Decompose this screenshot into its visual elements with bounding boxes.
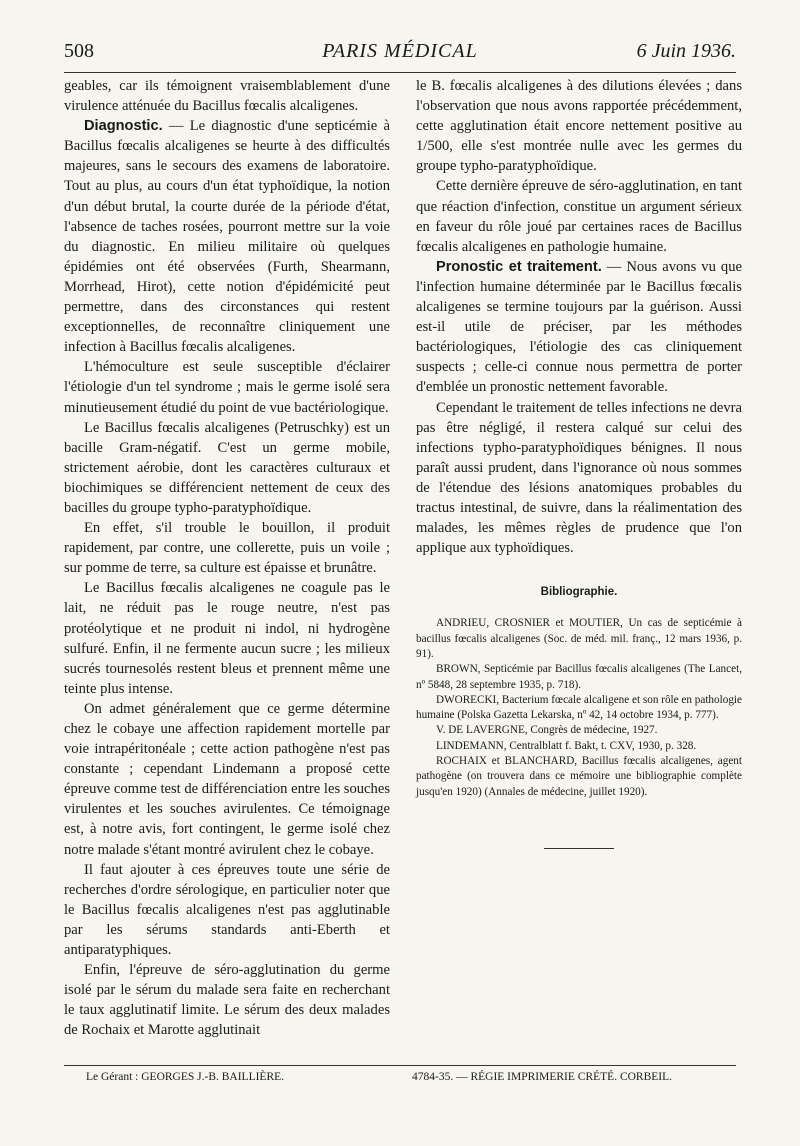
paragraph-diagnostic: Diagnostic. — Le diagnostic d'une septicémie à Bacillus fœcalis alcaligenes se heurte à des difficultés majeures, sans le secours des examens de laboratoire. Tout au plus, au cours d'un état typhoïdique, la notion d'un début brutal, la courte durée de la période d'état, l'absence de taches rosées, pourront mettre sur la voie du diagnostic. En milieu militaire où quelques épidémies ont été observées (Furth, Shearmann, Morrhead, Hirot), cette notion d'épidémicité peut permettre, dans des circonstances qui restent exceptionnelles, de reconnaître cliniquement une infection à Bacillus fœcalis alcaligenes. xyxy=(64,118,390,356)
paragraph: Cette dernière épreuve de séro-agglutination, en tant que réaction d'infection, constitue un argument sérieux en faveur du rôle joué par certaines races de Bacillus fœcalis alcaligenes en pathologie humaine. xyxy=(416,178,742,255)
paragraph: En effet, s'il trouble le bouillon, il produit rapidement, par contre, une collerette, puis un voile ; sur pomme de terre, sa culture est épaisse et brunâtre. xyxy=(64,520,390,577)
paragraph: Enfin, l'épreuve de séro-agglutination du germe isolé par le sérum du malade sera faite en recherchant le taux agglutinatif limite. Le sérum des deux malades de Rochaix et Marotte agglutinait xyxy=(64,962,390,1039)
header-rule xyxy=(64,72,736,73)
paragraph: Il faut ajouter à ces épreuves toute une série de recherches d'ordre sérologique, en particulier noter que le Bacillus fœcalis alcaligenes n'est pas agglutinable par les sérums standards anti-Eberth et antiparatyphiques. xyxy=(64,861,390,959)
paragraph: geables, car ils témoignent vraisemblablement d'une virulence atténuée du Bacillus fœcalis alcaligenes. xyxy=(64,78,390,115)
bibliography-entry: LINDEMANN, Centralblatt f. Bakt, t. CXV, 1930, p. 328. xyxy=(436,739,697,752)
left-column xyxy=(64,76,390,1041)
page-footer xyxy=(64,1071,736,1091)
journal-title: PARIS MÉDICAL xyxy=(322,40,478,62)
paragraph: On admet généralement que ce germe détermine chez le cobaye une affection rapidement mortelle par voie intrapéritonéale ; cette action pathogène n'est pas constante ; cependant Lindemann a proposé cette épreuve comme test de différenciation entre les souches virulentes et les souches avirulentes. Ce témoignage est, à notre avis, fort contingent, le germe isolé chez notre malade s'étant montré avirulent chez le cobaye. xyxy=(64,700,390,858)
footer-printer: 4784-35. — RÉGIE IMPRIMERIE CRÉTÉ. CORBEIL. xyxy=(412,1071,673,1083)
right-column xyxy=(416,76,742,849)
bibliography-entry: ROCHAIX et BLANCHARD, Bacillus fœcalis alcaligenes, agent pathogène (on trouvera dans ce mémoire une bibliographie complète jusqu'en 1920) (Annales de médecine, juillet 1920). xyxy=(416,755,742,798)
paragraph: Le Bacillus fœcalis alcaligenes (Petruschky) est un bacille Gram-négatif. C'est un germe mobile, strictement aérobie, dont les caractères culturaux et biochimiques se différencient nettement de ceux des bacilles du groupe typho-paratyphoïdique. xyxy=(64,419,390,516)
section-divider xyxy=(544,848,614,849)
page-number: 508 xyxy=(64,40,94,62)
paragraph: Le Bacillus fœcalis alcaligenes ne coagule pas le lait, ne réduit pas le rouge neutre, n'est pas protéolytique et ne produit ni indol, ni hydrogène sulfuré. Enfin, il ne fermente aucun sucre ; les milieux sucrés tournesolés restent bleus et prennent même une teinte plus intense. xyxy=(64,580,390,697)
paragraph-pronostic: Pronostic et traitement. — Nous avons vu que l'infection humaine déterminée par le Bacillus fœcalis alcaligenes se termine toujours par la guérison. Aussi est-il utile de préciser, par les méthodes bactériologiques, l'étiologie des cas cliniquement suspects ; celle-ci connue nous permettra de porter d'emblée un pronostic nettement favorable. xyxy=(416,258,742,396)
issue-date: 6 Juin 1936. xyxy=(636,40,736,62)
paragraph: L'hémoculture est seule susceptible d'éclairer l'étiologie d'un tel syndrome ; mais le germe isolé sera minutieusement étudié du point de vue bactériologique. xyxy=(64,359,390,416)
bibliography-entry: ANDRIEU, CROSNIER et MOUTIER, Un cas de septicémie à bacillus fœcalis alcaligenes (Soc. de méd. mil. franç., 12 mars 1936, p. 91). xyxy=(416,617,742,660)
page-header xyxy=(64,40,736,74)
footer-gerant: Le Gérant : GEORGES J.-B. BAILLIÈRE. xyxy=(86,1071,285,1083)
bibliography-entry: V. DE LAVERGNE, Congrès de médecine, 1927. xyxy=(436,724,658,737)
paragraph: Cependant le traitement de telles infections ne devra pas être négligé, il restera calqué sur celui des infections typho-paratyphoïdiques bénignes. Il nous paraît aussi prudent, dans l'ignorance où nous sommes de l'étendue des lésions anatomiques probables du tractus intestinal, de suivre, dans la réalimentation des malades, les mêmes règles de prudence que l'on applique aux typhoïdiques. xyxy=(416,399,742,557)
bibliography-entry: DWORECKI, Bacterium fœcale alcaligene et son rôle en pathologie humaine (Polska Gazetta Lekarska, nº 42, 14 octobre 1934, p. 777). xyxy=(416,693,742,722)
bibliography-heading: Bibliographie. xyxy=(540,586,618,599)
footer-rule xyxy=(64,1065,736,1066)
bibliography-entry: BROWN, Septicémie par Bacillus fœcalis alcaligenes (The Lancet, nº 5848, 28 septembre 1935, p. 718). xyxy=(416,663,742,691)
paragraph: le B. fœcalis alcaligenes à des dilutions élevées ; dans l'observation que nous avons rapportée précédemment, cette agglutination était encore nettement positive au 1/500, elle s'est montrée nulle avec les germes du groupe typho-paratyphoïdique. xyxy=(416,78,742,175)
